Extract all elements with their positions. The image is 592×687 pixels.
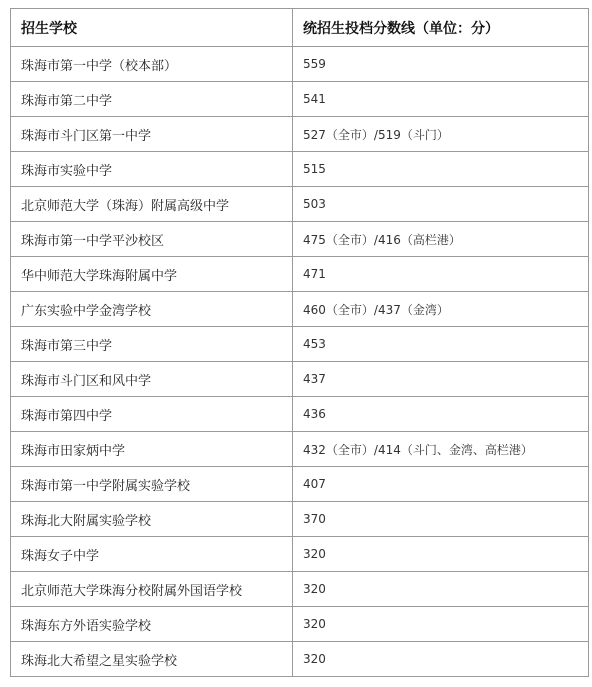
table-row <box>11 292 589 327</box>
admission-score-table <box>10 8 589 677</box>
table-row <box>11 152 589 187</box>
table-row <box>11 47 589 82</box>
school-cell: 珠海女子中学 <box>11 537 293 572</box>
score-cell: 320 <box>293 537 589 572</box>
school-cell: 珠海市田家炳中学 <box>11 432 293 467</box>
table-row <box>11 502 589 537</box>
school-cell: 广东实验中学金湾学校 <box>11 292 293 327</box>
score-cell: 515 <box>293 152 589 187</box>
score-cell: 370 <box>293 502 589 537</box>
table-row <box>11 572 589 607</box>
score-cell: 437 <box>293 362 589 397</box>
table-row <box>11 117 589 152</box>
score-cell: 559 <box>293 47 589 82</box>
school-cell: 珠海市斗门区第一中学 <box>11 117 293 152</box>
table-row <box>11 642 589 677</box>
school-cell: 珠海北大附属实验学校 <box>11 502 293 537</box>
score-cell: 541 <box>293 82 589 117</box>
score-cell: 320 <box>293 642 589 677</box>
table-row <box>11 432 589 467</box>
school-cell: 珠海市斗门区和风中学 <box>11 362 293 397</box>
score-cell: 320 <box>293 572 589 607</box>
school-cell: 珠海市第一中学平沙校区 <box>11 222 293 257</box>
score-cell: 453 <box>293 327 589 362</box>
school-cell: 华中师范大学珠海附属中学 <box>11 257 293 292</box>
score-cell: 320 <box>293 607 589 642</box>
table-row <box>11 467 589 502</box>
school-cell: 珠海市第二中学 <box>11 82 293 117</box>
score-cell: 432（全市）/414（斗门、金湾、高栏港） <box>293 432 589 467</box>
score-cell: 475（全市）/416（高栏港） <box>293 222 589 257</box>
table-row <box>11 82 589 117</box>
school-cell: 珠海市实验中学 <box>11 152 293 187</box>
table-body <box>11 47 589 677</box>
score-cell: 527（全市）/519（斗门） <box>293 117 589 152</box>
school-cell: 珠海市第四中学 <box>11 397 293 432</box>
header-school: 招生学校 <box>11 9 293 47</box>
school-cell: 珠海东方外语实验学校 <box>11 607 293 642</box>
score-cell: 503 <box>293 187 589 222</box>
table-row <box>11 397 589 432</box>
score-cell: 436 <box>293 397 589 432</box>
score-cell: 407 <box>293 467 589 502</box>
table-row <box>11 222 589 257</box>
table-row <box>11 187 589 222</box>
school-cell: 珠海市第一中学（校本部） <box>11 47 293 82</box>
school-cell: 北京师范大学珠海分校附属外国语学校 <box>11 572 293 607</box>
school-cell: 珠海市第三中学 <box>11 327 293 362</box>
school-cell: 北京师范大学（珠海）附属高级中学 <box>11 187 293 222</box>
table-row <box>11 327 589 362</box>
table-row <box>11 257 589 292</box>
score-cell: 460（全市）/437（金湾） <box>293 292 589 327</box>
school-cell: 珠海北大希望之星实验学校 <box>11 642 293 677</box>
school-cell: 珠海市第一中学附属实验学校 <box>11 467 293 502</box>
table-row <box>11 607 589 642</box>
header-score: 统招生投档分数线（单位：分） <box>293 9 589 47</box>
table-row <box>11 362 589 397</box>
table-row <box>11 537 589 572</box>
score-cell: 471 <box>293 257 589 292</box>
table-header-row <box>11 9 589 47</box>
